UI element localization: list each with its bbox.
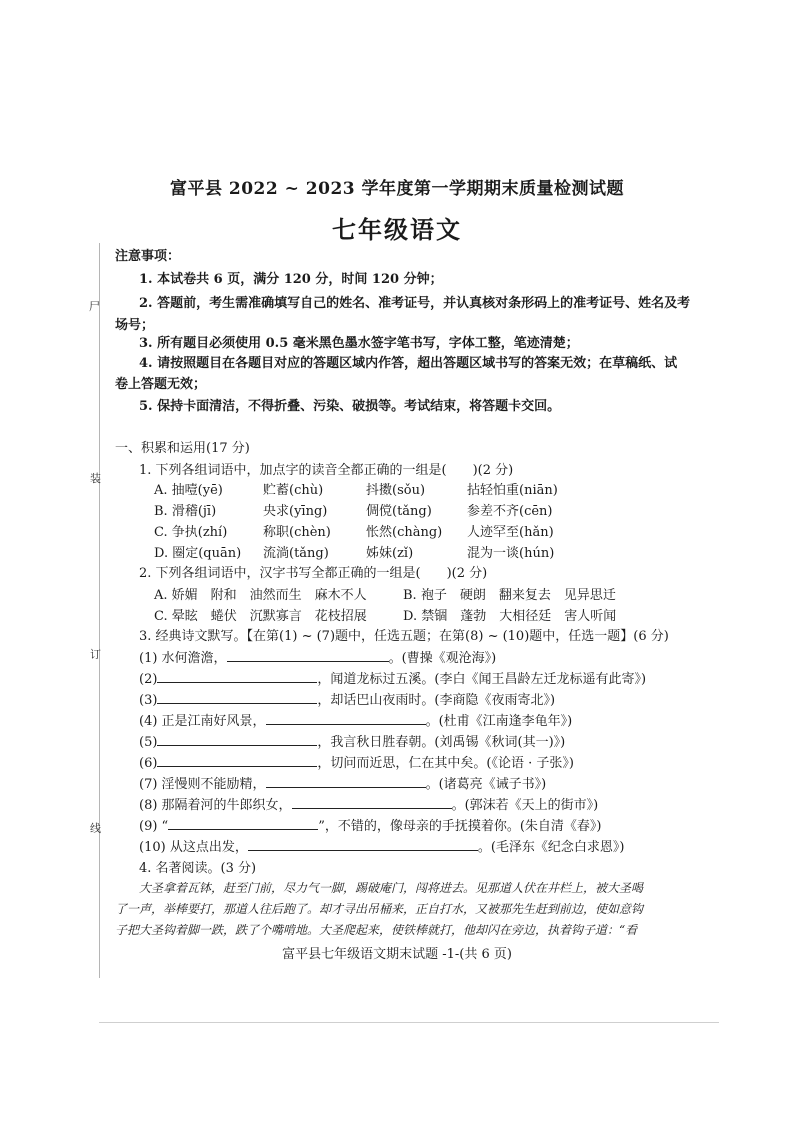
- answer-blank[interactable]: [157, 732, 317, 746]
- page-footer: 富平县七年级语文期末试题 -1-(共 6 页): [282, 947, 512, 962]
- q1-option-cell: 参差不齐(cēn): [467, 504, 553, 519]
- answer-blank[interactable]: [266, 774, 426, 788]
- note-item: 2. 答题前，考生需准确填写自己的姓名、准考证号，并认真核对条形码上的准考证号、姓名及考: [139, 296, 691, 311]
- note-item: 3. 所有题目必须使用 0.5 毫米黑色墨水签字笔书写，字体工整，笔迹清楚；: [139, 336, 579, 351]
- notes-heading: 注意事项：: [115, 249, 181, 264]
- dictation-item: (8) 那隔着河的牛郎织女， 。(郭沫若《天上的街市》): [139, 794, 598, 813]
- q1-option-cell: 怅然(chàng): [366, 525, 443, 540]
- q1-option-cell: 人迹罕至(hǎn): [467, 525, 554, 540]
- exam-subject: 七年级语文: [332, 215, 462, 244]
- section-heading: 一、积累和运用(17 分): [115, 441, 250, 456]
- q2-option: C. 晕眩 蜷伏 沉默寡言 花枝招展: [154, 609, 367, 624]
- dictation-item: (5) ，我言秋日胜春朝。(刘禹锡《秋词(其一)》): [139, 731, 565, 750]
- dictation-item: (2) ，闻道龙标过五溪。(李白《闻王昌龄左迁龙标遥有此寄》): [139, 668, 646, 687]
- reading-passage-line: 了一声，举棒要打，那道人往后跑了。却才寻出吊桶来，正自打水，又被那先生赶到前边，使如意钩: [115, 902, 644, 916]
- dictation-item: (10) 从这点出发， 。(毛泽东《纪念白求恩》): [139, 836, 624, 855]
- q1-option-cell: B. 滑稽(jī): [154, 504, 217, 519]
- answer-blank[interactable]: [157, 753, 317, 767]
- q1-option-cell: 倜傥(tǎng): [366, 504, 432, 519]
- answer-blank[interactable]: [292, 795, 452, 809]
- q1-option-cell: D. 圈定(quān): [154, 546, 242, 561]
- q1-option-cell: 贮蓄(chù): [263, 483, 324, 498]
- dictation-item: (6) ，切问而近思，仁在其中矣。(《论语 · 子张》): [139, 752, 574, 771]
- q2-option: D. 禁锢 蓬勃 大相径廷 害人听闻: [403, 609, 617, 624]
- q1-option-cell: C. 争执(zhí): [154, 525, 228, 540]
- note-item: 1. 本试卷共 6 页，满分 120 分，时间 120 分钟；: [139, 272, 443, 287]
- question-4-stem: 4. 名著阅读。(3 分): [139, 861, 257, 876]
- note-item: 5. 保持卡面清洁，不得折叠、污染、破损等。考试结束，将答题卡交回。: [139, 399, 561, 414]
- note-item: 卷上答题无效；: [115, 377, 207, 392]
- answer-blank[interactable]: [248, 837, 478, 851]
- reading-passage-line: 大圣拿着瓦钵，赶至门前，尽力气一脚，踢破庵门，闯将进去。见那道人伏在井栏上，被大圣喝: [139, 881, 644, 895]
- dictation-item: (7) 淫慢则不能励精， 。(诸葛亮《诫子书》): [139, 773, 546, 792]
- answer-blank[interactable]: [266, 711, 426, 725]
- binding-margin-line: [99, 243, 100, 978]
- q1-option-cell: 央求(yīng): [263, 504, 328, 519]
- answer-blank[interactable]: [157, 690, 317, 704]
- q1-option-cell: 拈轻怕重(niān): [467, 483, 558, 498]
- q2-option: B. 袍子 硬朗 翻来复去 见异思迁: [403, 588, 616, 603]
- note-item: 场号；: [115, 318, 155, 333]
- note-item: 4. 请按照题目在各题目对应的答题区域内作答，超出答题区域书写的答案无效；在草稿纸、试: [139, 356, 678, 371]
- reading-passage-line: 子把大圣钩着脚一跌，跌了个嘴啃地。大圣爬起来，使铁棒就打，他却闪在旁边，执着钩子道：“看: [115, 923, 638, 937]
- dictation-item: (3) ，却话巴山夜雨时。(李商隐《夜雨寄北》): [139, 689, 555, 708]
- margin-mark: 尸: [89, 300, 100, 313]
- dictation-item: (1) 水何澹澹， 。(曹操《观沧海》): [139, 647, 496, 666]
- question-1-stem: 1. 下列各组词语中，加点字的读音全都正确的一组是( )(2 分): [139, 463, 514, 478]
- q1-option-cell: 混为一谈(hún): [467, 546, 555, 561]
- answer-blank[interactable]: [227, 648, 389, 662]
- dictation-item: (9) “ ”，不错的，像母亲的手抚摸着你。(朱自清《春》): [139, 815, 602, 834]
- answer-blank[interactable]: [168, 816, 318, 830]
- q1-option-cell: 姊妹(zǐ): [366, 546, 414, 561]
- q1-option-cell: A. 抽噎(yē): [154, 483, 223, 498]
- question-2-stem: 2. 下列各组词语中，汉字书写全都正确的一组是( )(2 分): [139, 566, 488, 581]
- answer-blank[interactable]: [157, 669, 317, 683]
- q1-option-cell: 称职(chèn): [263, 525, 331, 540]
- margin-mark: 线: [90, 822, 101, 835]
- dictation-item: (4) 正是江南好风景， 。(杜甫《江南逢李龟年》): [139, 710, 572, 729]
- q2-option: A. 娇媚 附和 油然而生 麻木不人: [154, 588, 367, 603]
- page-bottom-edge: [99, 1022, 719, 1023]
- q1-option-cell: 抖擞(sǒu): [366, 483, 426, 498]
- margin-mark: 订: [90, 648, 101, 661]
- exam-title: 富平县 2022 ~ 2023 学年度第一学期期末质量检测试题: [169, 179, 625, 199]
- margin-mark: 装: [90, 472, 101, 485]
- q1-option-cell: 流淌(tǎng): [263, 546, 329, 561]
- question-3-stem: 3. 经典诗文默写。【在第(1) ~ (7)题中，任选五题；在第(8) ~ (10)题中，任选一题】(6 分): [139, 629, 669, 644]
